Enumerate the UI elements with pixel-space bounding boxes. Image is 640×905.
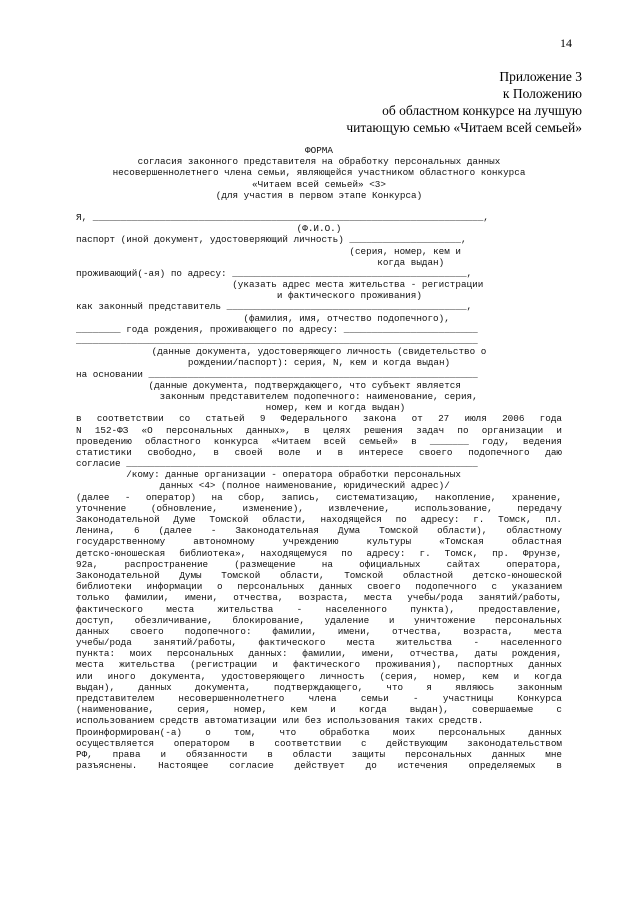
form-line: или иного документа, удостоверяющего личность (серия, номер, кем и когда bbox=[76, 670, 562, 682]
form-line: (указать адрес места жительства - регистрации bbox=[76, 279, 484, 291]
form-line: рождении/паспорт): серия, N, кем и когда выдан) bbox=[187, 357, 451, 369]
form-line: Законодательной Думе Томской области, находящейся по адресу: г. Томск, пл. bbox=[76, 514, 562, 525]
form-line: и фактического проживания) bbox=[76, 290, 422, 302]
form-line: согласие _______________________________________________________________ bbox=[76, 458, 478, 470]
form-line: N 152-ФЗ «О персональных данных», в целях решения задач по организации и bbox=[76, 424, 562, 436]
form-line: паспорт (иной документ, удостоверяющий личность) ____________________, bbox=[76, 234, 467, 246]
appendix-line: об областном конкурсе на лучшую bbox=[382, 103, 582, 118]
form-line: детско-юношеская библиотека», находящемуся по адресу: г. Томск, пр. Фрунзе, bbox=[76, 547, 562, 559]
form-line: несовершеннолетнего члена семьи, являющейся участником областного конкурса bbox=[112, 167, 526, 179]
form-line: данных своего подопечного: фамилии, имени, отчества, возраста, места bbox=[76, 625, 562, 637]
form-line: учебы/рода занятий/работы, фактического места жительства - населенного bbox=[76, 637, 562, 649]
form-line: согласия законного представителя на обработку персональных данных bbox=[137, 156, 501, 168]
form-line: (для участия в первом этапе Конкурса) bbox=[215, 189, 423, 201]
form-line: Я, ______________________________________________________________________, bbox=[76, 211, 489, 223]
form-line: проживающий(-ая) по адресу: __________________________________________, bbox=[76, 267, 473, 279]
form-line: уточнение (обновление, изменение), извлечение, использование, передачу bbox=[76, 502, 562, 514]
form-line: проведению областного конкурса «Читаем всей семьей» в _______ году, ведения bbox=[76, 435, 562, 447]
form-line: в соответствии со статьей 9 Федерального закона от 27 июля 2006 года bbox=[76, 413, 562, 425]
form-line: (данные документа, подтверждающего, что субъект является bbox=[76, 379, 461, 391]
form-line: законным представителем подопечного: наименование, серия, bbox=[76, 390, 478, 402]
consent-form bbox=[76, 145, 562, 771]
form-line: (Ф.И.О.) bbox=[296, 223, 342, 235]
form-line: осуществляется оператором в соответствии с действующим законодательством bbox=[76, 737, 562, 749]
form-line: разъяснены. Настоящее согласие действует до истечения определяемых в bbox=[76, 760, 562, 772]
form-line: когда выдан) bbox=[76, 256, 445, 268]
form-line: доступ, обезличивание, блокирование, удаление и уничтожение персональных bbox=[76, 614, 562, 626]
form-line: (фамилия, имя, отчество подопечного), bbox=[76, 312, 450, 324]
form-line: библиотеки информации о персональных данных своего подопечного с указанием bbox=[76, 581, 562, 593]
form-line: РФ, права и обязанности в области защиты персональных данных мне bbox=[76, 748, 562, 760]
form-line: ФОРМА bbox=[305, 145, 333, 156]
form-line: пункта: моих персональных данных: фамилии, имени, отчества, даты рождения, bbox=[76, 648, 562, 660]
form-line: государственному автономному учреждению культуры «Томская областная bbox=[76, 536, 562, 548]
form-line: ________ года рождения, проживающего по адресу: ________________________ bbox=[76, 323, 478, 335]
form-line: (данные документа, удостоверяющего личность (свидетельство о bbox=[151, 346, 487, 358]
form-line: представителем несовершеннолетнего члена семьи - участницы Конкурса bbox=[76, 693, 562, 704]
appendix-line: к Положению bbox=[502, 86, 582, 101]
form-line: (наименование, серия, номер, кем и когда выдан), совершаемые с bbox=[76, 704, 562, 716]
form-line: Ленина, 6 (далее - Законодательная Дума Томской области), областному bbox=[76, 525, 562, 537]
spacer bbox=[76, 201, 562, 212]
form-line: фактического места жительства - населенного пункта), предоставление, bbox=[76, 603, 562, 615]
form-line: на основании ___________________________________________________________ bbox=[76, 368, 478, 380]
appendix-header bbox=[346, 68, 582, 136]
form-line: /кому: данные организации - оператора обработки персональных bbox=[76, 469, 461, 481]
form-line: данных <4> (полное наименование, юридический адрес)/ bbox=[76, 480, 450, 492]
appendix-line: читающую семью «Читаем всей семьей» bbox=[346, 120, 582, 135]
form-line: выдан), данных документа, подтверждающего, что я являюсь законным bbox=[76, 681, 562, 693]
form-line: (далее - оператор) на сбор, запись, систематизацию, накопление, хранение, bbox=[76, 491, 562, 503]
form-line: Проинформирован(-а) о том, что обработка моих персональных данных bbox=[76, 726, 562, 738]
form-line: только фамилии, имени, отчества, возраста, места учебы/рода занятий/работы, bbox=[76, 592, 562, 604]
form-line: «Читаем всей семьей» <3> bbox=[252, 178, 386, 190]
form-line: номер, кем и когда выдан) bbox=[76, 402, 406, 414]
form-line: как законный представитель ___________________________________________, bbox=[76, 301, 473, 313]
form-line: 92а, распространение (размещение на официальных сайтах оператора, bbox=[76, 558, 562, 570]
form-line: места жительства (регистрации и фактического проживания), паспортных данных bbox=[76, 659, 562, 671]
form-line: Законодательной Думы Томской области, Томской областной детско-юношеской bbox=[76, 569, 562, 581]
form-line: статистики свободно, в своей воле и в интересе своего подопечного даю bbox=[76, 446, 562, 458]
form-line: (серия, номер, кем и bbox=[76, 245, 461, 257]
page-number: 14 bbox=[560, 36, 572, 50]
form-line: ________________________________________________________________________ bbox=[76, 335, 478, 346]
form-line: использованием средств автоматизации или без использования таких средств. bbox=[76, 715, 484, 727]
appendix-line: Приложение 3 bbox=[499, 69, 582, 84]
